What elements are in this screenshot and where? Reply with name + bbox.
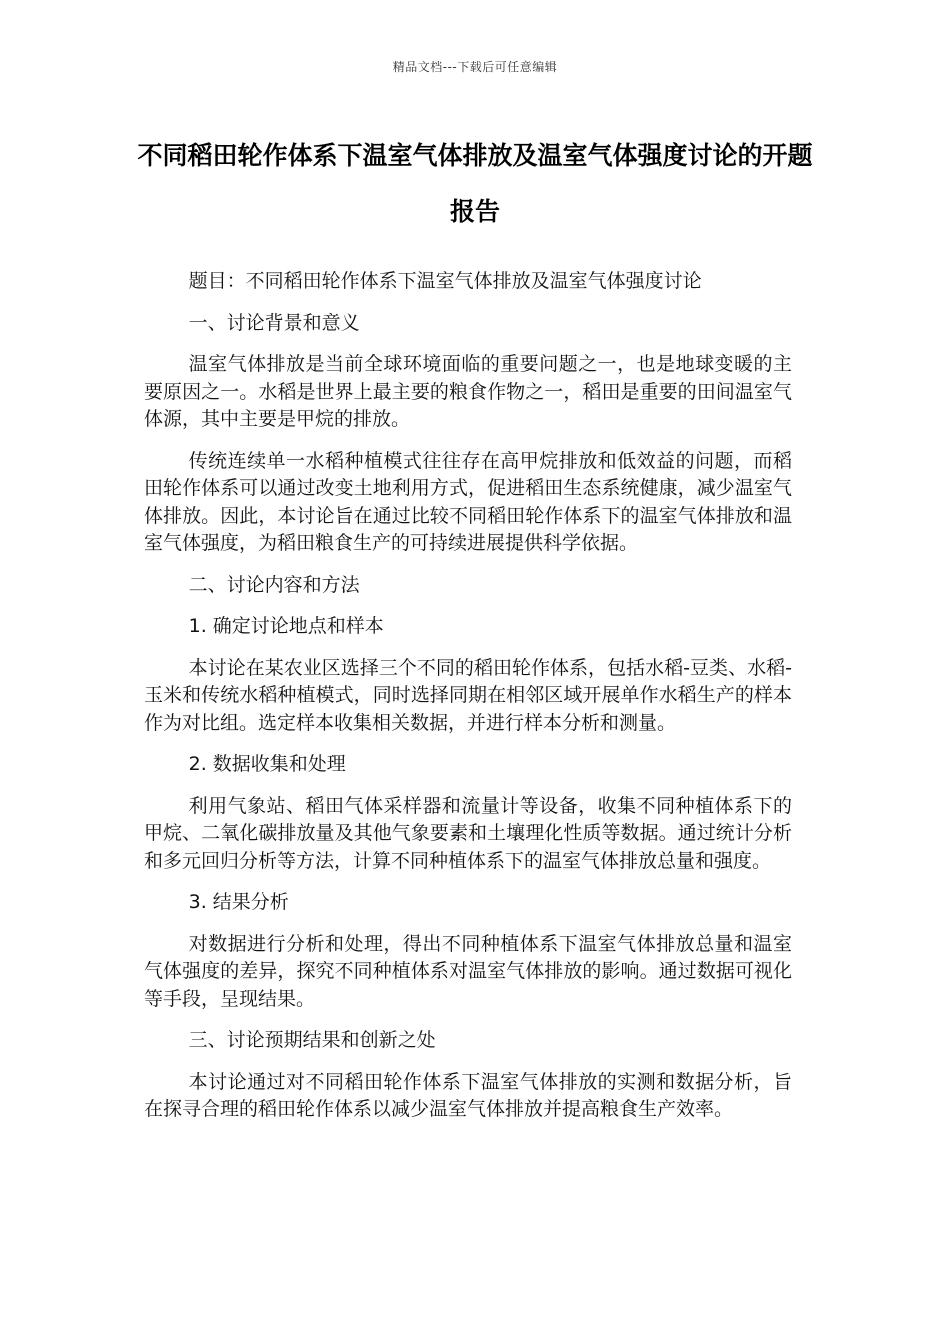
paragraph: 温室气体排放是当前全球环境面临的重要问题之一，也是地球变暖的主要原因之一。水稻是世界上最主要的粮食作物之一，稻田是重要的田间温室气体源，其中主要是甲烷的排放。 [144,353,792,430]
subsection-heading-1: 1. 确定讨论地点和样本 [188,615,384,637]
paragraph: 本讨论通过对不同稻田轮作体系下温室气体排放的实测和数据分析，旨在探寻合理的稻田轮作体系以减少温室气体排放并提高粮食生产效率。 [144,1070,792,1120]
paragraph-topic: 题目：不同稻田轮作体系下温室气体排放及温室气体强度讨论 [188,270,702,292]
document-title: 不同稻田轮作体系下温室气体排放及温室气体强度讨论的开题报告 [137,141,813,226]
paragraph: 传统连续单一水稻种植模式往往存在高甲烷排放和低效益的问题，而稻田轮作体系可以通过改变土地利用方式，促进稻田生态系统健康，减少温室气体排放。因此，本讨论旨在通过比较不同稻田轮作体系下的温室气体排放和温室气体强度，为稻田粮食生产的可持续进展提供科学依据。 [144,449,792,554]
subsection-heading-3: 3. 结果分析 [188,891,289,913]
paragraph: 利用气象站、稻田气体采样器和流量计等设备，收集不同种植体系下的甲烷、二氧化碳排放量及其他气象要素和土壤理化性质等数据。通过统计分析和多元回归分析等方法，计算不同种植体系下的温室气体排放总量和强度。 [144,794,792,872]
subsection-heading-2: 2. 数据收集和处理 [188,753,346,775]
header-note: 精品文档---下载后可任意编辑 [392,60,558,74]
document-body [144,268,792,1138]
section-heading-2: 二、讨论内容和方法 [188,573,360,596]
paragraph: 对数据进行分析和处理，得出不同种植体系下温室气体排放总量和温室气体强度的差异，探究不同种植体系对温室气体排放的影响。通过数据可视化等手段，呈现结果。 [144,932,792,1010]
paragraph: 本讨论在某农业区选择三个不同的稻田轮作体系，包括水稻-豆类、水稻-玉米和传统水稻种植模式，同时选择同期在相邻区域开展单作水稻生产的样本作为对比组。选定样本收集相关数据，并进行样本分析和测量。 [144,656,792,734]
section-heading-3: 三、讨论预期结果和创新之处 [188,1029,436,1051]
section-heading-1: 一、讨论背景和意义 [188,311,360,334]
